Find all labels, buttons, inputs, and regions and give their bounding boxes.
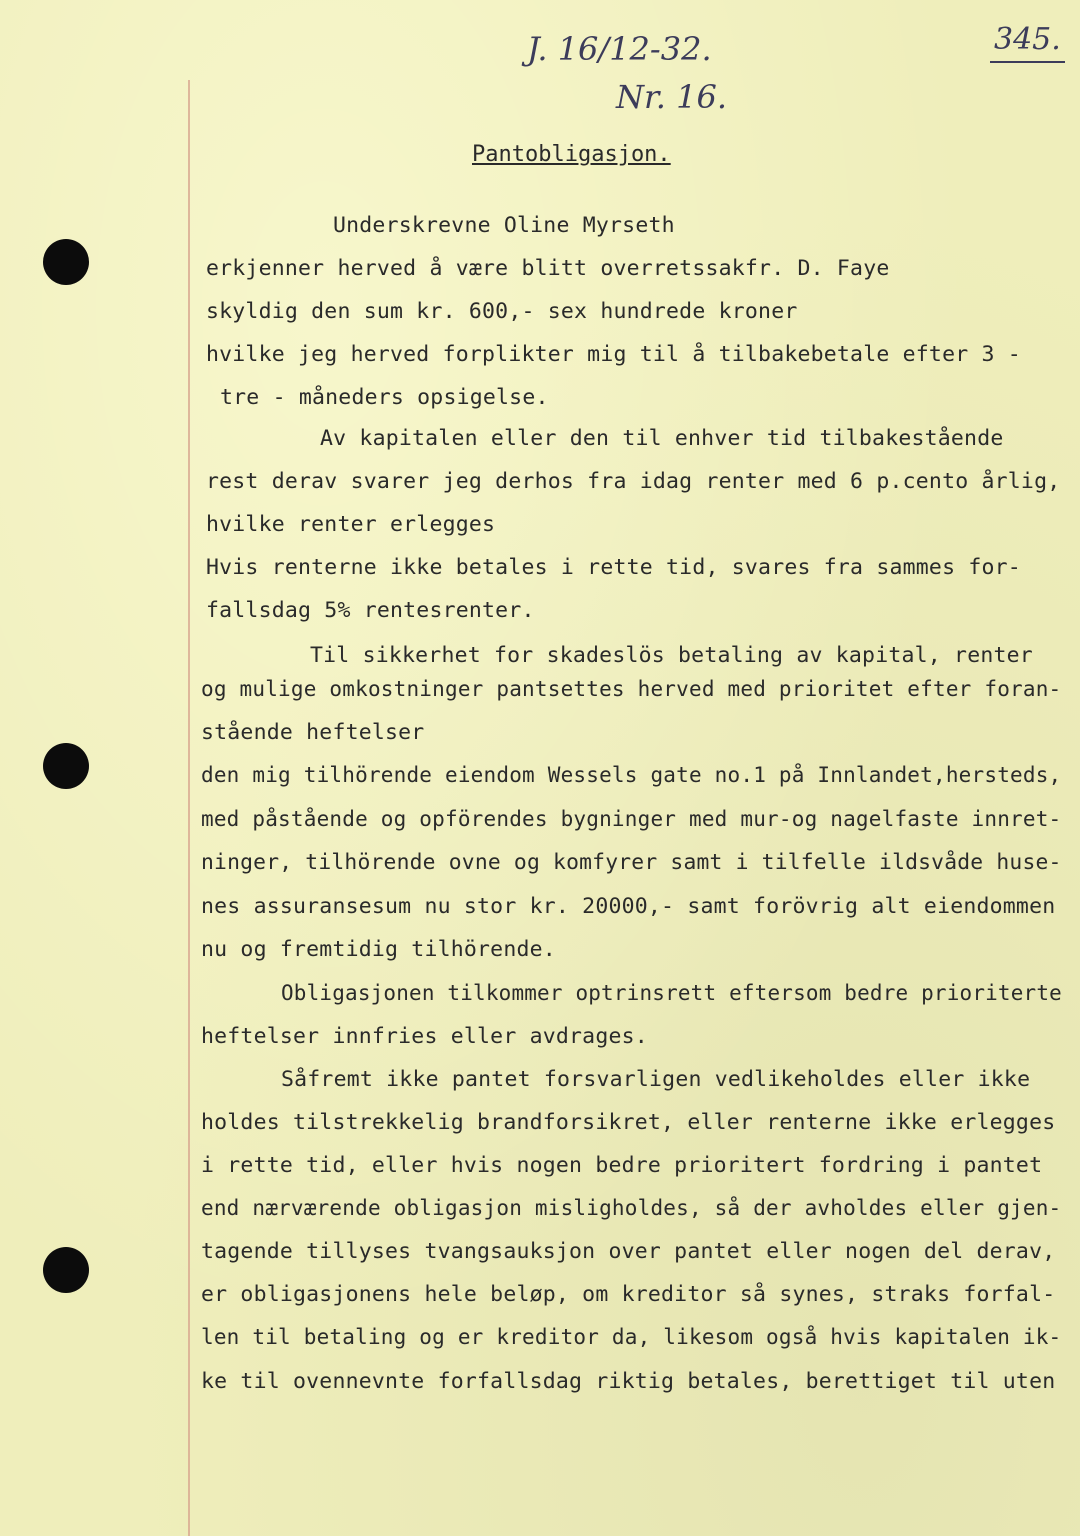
text-line: ke til ovennevnte forfallsdag riktig betales, berettiget til uten (201, 1369, 1056, 1394)
punch-hole (43, 1247, 89, 1293)
text-line: tre - måneders opsigelse. (220, 385, 549, 410)
punch-hole (43, 743, 89, 789)
text-line: holdes tilstrekkelig brandforsikret, eller renterne ikke erlegges (201, 1110, 1056, 1135)
text-line: stående heftelser (201, 720, 425, 745)
text-line: hvilke renter erlegges (206, 512, 496, 537)
page-number: 345. (990, 22, 1065, 63)
text-line: Såfremt ikke pantet forsvarligen vedlikeholdes eller ikke (281, 1067, 1031, 1092)
text-line: ninger, tilhörende ovne og komfyrer samt i tilfelle ildsvåde huse- (201, 850, 1062, 875)
text-line: og mulige omkostninger pantsettes herved med prioritet efter foran- (201, 677, 1062, 702)
text-line: erkjenner herved å være blitt overretssakfr. D. Faye (206, 256, 890, 281)
text-line: rest derav svarer jeg derhos fra idag renter med 6 p.cento årlig, (206, 469, 1061, 494)
text-line: Til sikkerhet for skadeslös betaling av kapital, renter (310, 643, 1033, 668)
text-line: Hvis renterne ikke betales i rette tid, svares fra sammes for- (206, 555, 1021, 580)
entry-number: Nr. 16. (616, 78, 728, 116)
text-line: i rette tid, eller hvis nogen bedre prioritert fordring i pantet (201, 1153, 1043, 1178)
text-line: nu og fremtidig tilhörende. (201, 937, 556, 962)
date-mark: J. 16/12-32. (527, 30, 712, 68)
text-line: Av kapitalen eller den til enhver tid tilbakestående (320, 426, 1004, 451)
text-line: fallsdag 5% rentesrenter. (206, 598, 535, 623)
document-title: Pantobligasjon. (472, 142, 671, 167)
page-margin-line (188, 80, 190, 1536)
text-line: hvilke jeg herved forplikter mig til å tilbakebetale efter 3 - (206, 342, 1021, 367)
text-line: tagende tillyses tvangsauksjon over pantet eller nogen del derav, (201, 1239, 1056, 1264)
text-line: Obligasjonen tilkommer optrinsrett eftersom bedre prioriterte (281, 981, 1062, 1006)
text-line: er obligasjonens hele beløp, om kreditor så synes, straks forfal- (201, 1282, 1056, 1307)
text-line: Underskrevne Oline Myrseth (333, 213, 675, 238)
text-line: len til betaling og er kreditor da, likesom også hvis kapitalen ik- (201, 1325, 1062, 1350)
punch-hole (43, 239, 89, 285)
text-line: skyldig den sum kr. 600,- sex hundrede kroner (206, 299, 798, 324)
text-line: med påstående og opförendes bygninger med mur-og nagelfaste innret- (201, 807, 1062, 832)
text-line: end nærværende obligasjon misligholdes, så der avholdes eller gjen- (201, 1196, 1062, 1221)
text-line: nes assuransesum nu stor kr. 20000,- samt forövrig alt eiendommen (201, 894, 1056, 919)
text-line: den mig tilhörende eiendom Wessels gate no.1 på Innlandet,hersteds, (201, 763, 1062, 788)
text-line: heftelser innfries eller avdrages. (201, 1024, 648, 1049)
